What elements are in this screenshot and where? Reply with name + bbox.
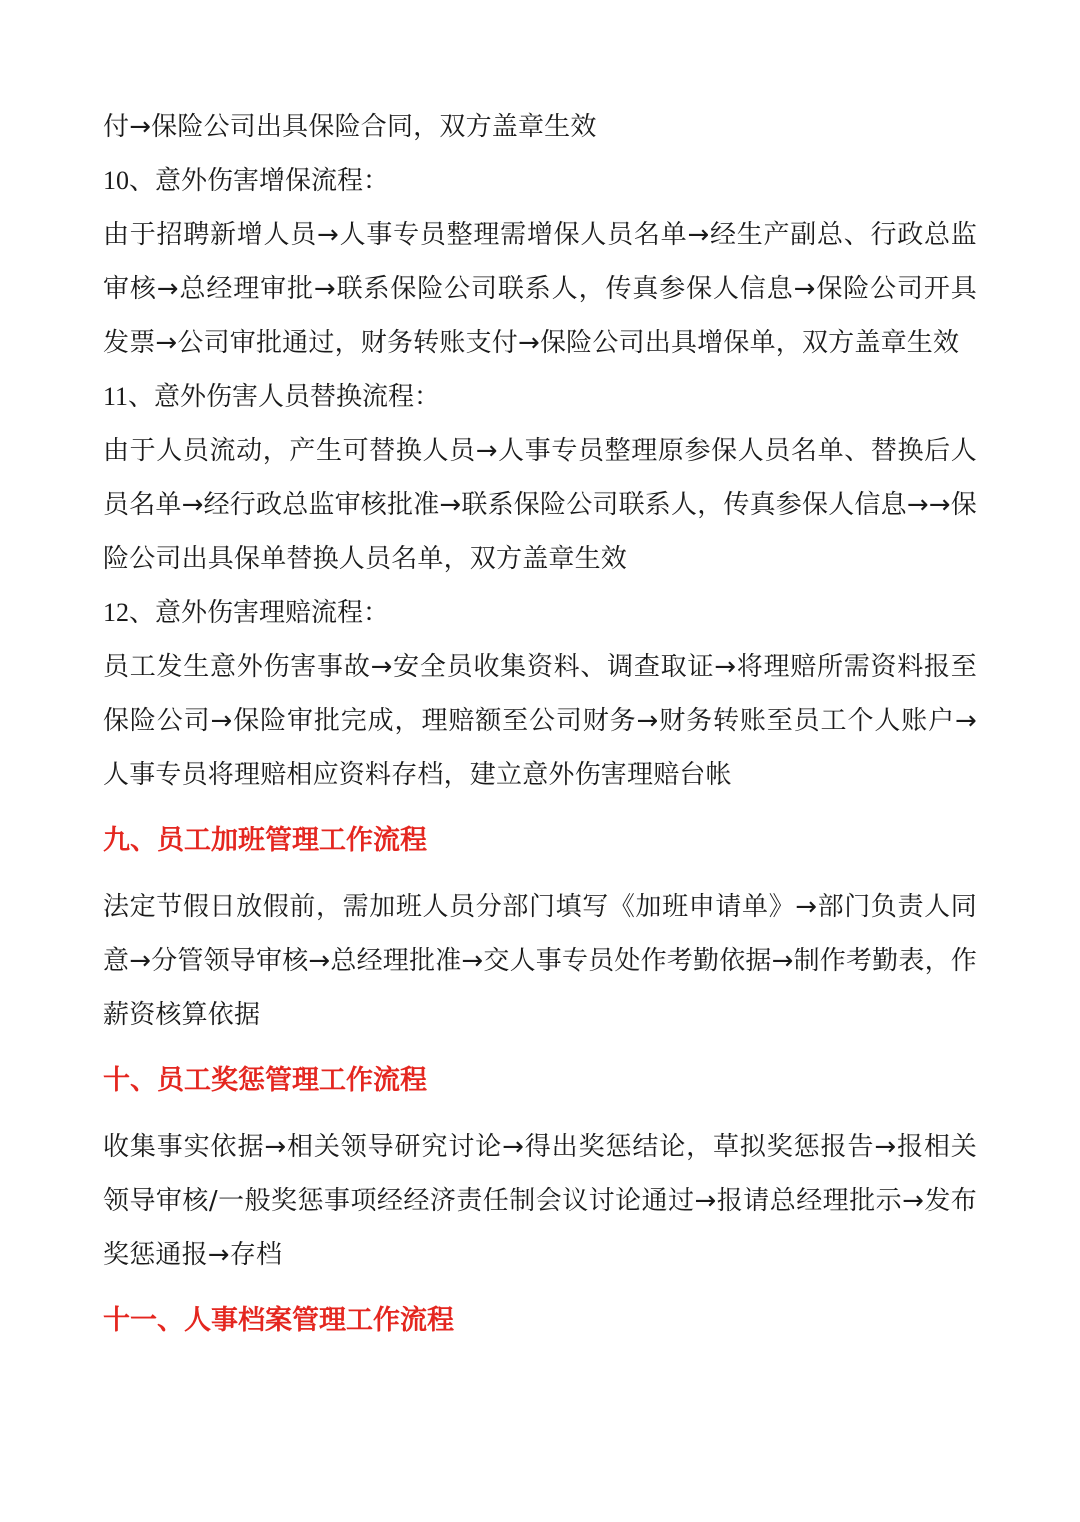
document-content (103, 100, 977, 1348)
item-12-label: 意外伤害理赔流程： (155, 598, 390, 628)
section-9-body: 法定节假日放假前，需加班人员分部门填写《加班申请单》→部门负责人同意→分管领导审核→总经理批准→交人事专员处作考勤依据→制作考勤表，作薪资核算依据 (103, 892, 977, 1030)
item-10-body: 由于招聘新增人员→人事专员整理需增保人员名单→经生产副总、行政总监审核→总经理审批→联系保险公司联系人，传真参保人信息→保险公司开具发票→公司审批通过，财务转账支付→保险公司出具增保单，双方盖章生效 (103, 220, 977, 358)
section-10-heading: 十、员工奖惩管理工作流程 (103, 1065, 427, 1096)
item-11-label: 意外伤害人员替换流程： (154, 382, 441, 412)
paragraph-continuation: 付→保险公司出具保险合同，双方盖章生效 (103, 112, 597, 142)
item-10-title (103, 154, 977, 208)
item-11-title (103, 370, 977, 424)
item-12-number: 12、 (103, 598, 156, 627)
item-12-body: 员工发生意外伤害事故→安全员收集资料、调查取证→将理赔所需资料报至保险公司→保险审批完成，理赔额至公司财务→财务转账至员工个人账户→人事专员将理赔相应资料存档，建立意外伤害理赔台帐 (103, 652, 977, 790)
item-12-title (103, 586, 977, 640)
item-10-number: 10、 (103, 166, 156, 195)
section-9-heading: 九、员工加班管理工作流程 (103, 825, 427, 856)
section-10-body: 收集事实依据→相关领导研究讨论→得出奖惩结论，草拟奖惩报告→报相关领导审核/一般奖惩事项经经济责任制会议讨论通过→报请总经理批示→发布奖惩通报→存档 (103, 1132, 977, 1270)
item-10-label: 意外伤害增保流程： (155, 166, 390, 196)
section-11-heading: 十一、人事档案管理工作流程 (103, 1305, 454, 1336)
item-11-body: 由于人员流动，产生可替换人员→人事专员整理原参保人员名单、替换后人员名单→经行政总监审核批准→联系保险公司联系人，传真参保人信息→→保险公司出具保单替换人员名单，双方盖章生效 (103, 436, 977, 574)
item-11-number: 11、 (103, 382, 155, 411)
